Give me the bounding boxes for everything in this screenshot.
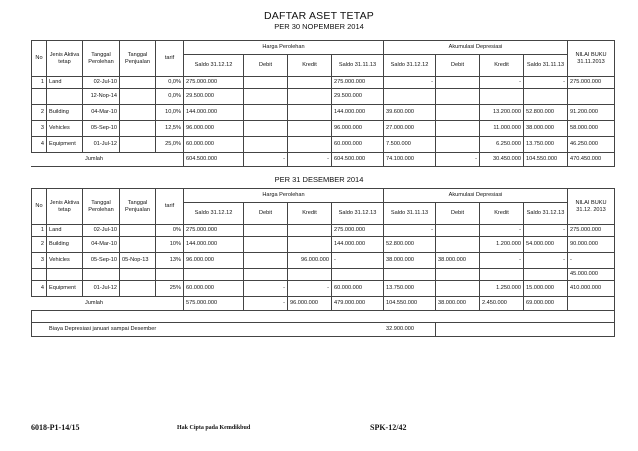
cell-jual [120, 225, 156, 237]
cell-ak-debit [436, 77, 480, 89]
cell-tgl: 01-Jul-12 [83, 137, 120, 153]
cell-kredit [288, 89, 332, 105]
cell-saldo-awal [184, 269, 244, 281]
cell-debit [244, 89, 288, 105]
cell-tgl: 02-Jul-10 [83, 77, 120, 89]
cell-ak-debit [436, 89, 480, 105]
asset-table-desember [31, 188, 615, 337]
total-label: Jumlah [83, 153, 120, 167]
cell-jual [120, 121, 156, 137]
cell-jenis [47, 89, 83, 105]
cell-ak-awal: 39.600.000 [384, 105, 436, 121]
cell-ak-kredit: 11.000.000 [480, 121, 524, 137]
total-saldo-awal: 604.500.000 [184, 153, 244, 167]
total-row-2 [32, 297, 615, 311]
cell-tarif: 25,0% [156, 137, 184, 153]
cell-tarif: 0,0% [156, 89, 184, 105]
cell-no [32, 269, 47, 281]
cell-saldo-awal: 275.000.000 [184, 225, 244, 237]
cell-saldo-akhir: 275.000.000 [332, 77, 384, 89]
total-ak-awal: 104.550.000 [384, 297, 436, 311]
header-tgl-penjualan: Tanggal Penjualan [120, 189, 156, 225]
cell-ak-debit [436, 281, 480, 297]
header-ak-saldo-awal: Saldo 31.11.13 [384, 203, 436, 225]
cell-tarif: 0% [156, 225, 184, 237]
cell-debit [244, 269, 288, 281]
cell-ak-awal [384, 89, 436, 105]
total-kredit: - [288, 153, 332, 167]
cell-kredit [288, 237, 332, 253]
footer-copyright: Hak Cipta pada Kemdikbud [177, 425, 251, 431]
cell-ak-kredit: - [480, 225, 524, 237]
cell-tgl: 05-Sep-10 [83, 121, 120, 137]
header-tgl-penjualan: Tanggal Penjualan [120, 41, 156, 77]
cell-kredit [288, 121, 332, 137]
table-row [32, 89, 615, 105]
cell-ak-awal: 13.750.000 [384, 281, 436, 297]
cell-tgl: 04-Mar-10 [83, 237, 120, 253]
cell-kredit [288, 105, 332, 121]
cell-debit [244, 105, 288, 121]
cell-jenis: Equipment [47, 281, 83, 297]
cell-debit [244, 237, 288, 253]
cell-nilai: 58.000.000 [568, 121, 615, 137]
cell-ak-awal [384, 269, 436, 281]
cell-ak-awal: - [384, 225, 436, 237]
total-ak-akhir: 104.550.000 [524, 153, 568, 167]
biaya-value: 32.900.000 [384, 323, 436, 337]
total-ak-kredit: 2.450.000 [480, 297, 524, 311]
cell-nilai: 46.250.000 [568, 137, 615, 153]
header-ak-kredit: Kredit [480, 203, 524, 225]
total-label: Jumlah [83, 297, 120, 311]
header-akumulasi: Akumulasi Depresiasi [384, 189, 568, 203]
header-saldo-akhir: Saldo 31.12.13 [332, 203, 384, 225]
cell-ak-awal: - [384, 77, 436, 89]
table-row [32, 281, 615, 297]
header-no: No [32, 189, 47, 225]
header-nilai-buku: NILAI BUKU 31.11.2013 [568, 41, 615, 77]
header-harga-perolehan: Harga Perolehan [184, 189, 384, 203]
cell-debit [244, 253, 288, 269]
cell-saldo-awal: 60.000.000 [184, 137, 244, 153]
header-debit: Debit [244, 203, 288, 225]
cell-tarif: 10,0% [156, 105, 184, 121]
header-no: No [32, 41, 47, 77]
cell-nilai: 45.000.000 [568, 269, 615, 281]
cell-tarif [156, 269, 184, 281]
cell-nilai: - [568, 253, 615, 269]
cell-tarif: 25% [156, 281, 184, 297]
cell-tgl: 04-Mar-10 [83, 105, 120, 121]
table-row [32, 269, 615, 281]
header-tarif: tarif [156, 41, 184, 77]
cell-ak-akhir [524, 269, 568, 281]
cell-kredit [288, 269, 332, 281]
cell-ak-debit [436, 269, 480, 281]
total-saldo-akhir: 479.000.000 [332, 297, 384, 311]
cell-tarif: 10% [156, 237, 184, 253]
cell-saldo-akhir [332, 269, 384, 281]
cell-no: 2 [32, 237, 47, 253]
cell-nilai: 90.000.000 [568, 237, 615, 253]
cell-tgl: 12-Nop-14 [83, 89, 120, 105]
table-row [32, 137, 615, 153]
total-ak-kredit: 30.450.000 [480, 153, 524, 167]
cell-ak-debit [436, 105, 480, 121]
header-saldo-akhir: Saldo 31.11.13 [332, 55, 384, 77]
total-debit: - [244, 153, 288, 167]
cell-debit [244, 121, 288, 137]
table-row [32, 225, 615, 237]
cell-tgl [83, 269, 120, 281]
header-tarif: tarif [156, 189, 184, 225]
cell-debit [244, 225, 288, 237]
header-akumulasi: Akumulasi Depresiasi [384, 41, 568, 55]
cell-ak-akhir: 52.800.000 [524, 105, 568, 121]
header-ak-debit: Debit [436, 203, 480, 225]
cell-jenis: Vehicles [47, 121, 83, 137]
cell-tarif: 0,0% [156, 77, 184, 89]
cell-jenis [47, 269, 83, 281]
cell-ak-akhir: 13.750.000 [524, 137, 568, 153]
cell-jenis: Building [47, 105, 83, 121]
biaya-label: Biaya Depresiasi januari sampai Desember [47, 323, 384, 337]
cell-saldo-akhir: - [332, 253, 384, 269]
cell-ak-kredit: 13.200.000 [480, 105, 524, 121]
footer-page: SPK-12/42 [370, 423, 407, 432]
cell-jual [120, 77, 156, 89]
total-ak-debit: - [436, 153, 480, 167]
document-title: DAFTAR ASET TETAP [264, 10, 374, 22]
cell-nilai: 91.200.000 [568, 105, 615, 121]
period-title-2: PER 31 DESEMBER 2014 [274, 175, 364, 184]
cell-ak-debit [436, 237, 480, 253]
cell-ak-awal: 38.000.000 [384, 253, 436, 269]
cell-saldo-awal: 96.000.000 [184, 121, 244, 137]
cell-saldo-awal: 144.000.000 [184, 237, 244, 253]
cell-debit: - [244, 281, 288, 297]
cell-ak-awal: 27.000.000 [384, 121, 436, 137]
header-ak-saldo-akhir: Saldo 31.12.13 [524, 203, 568, 225]
cell-no: 2 [32, 105, 47, 121]
cell-debit [244, 77, 288, 89]
cell-debit [244, 137, 288, 153]
cell-saldo-akhir: 144.000.000 [332, 105, 384, 121]
cell-saldo-akhir: 144.000.000 [332, 237, 384, 253]
table-body-2 [32, 225, 615, 297]
cell-tgl: 05-Sep-10 [83, 253, 120, 269]
cell-ak-kredit: 1.250.000 [480, 281, 524, 297]
cell-ak-akhir: 54.000.000 [524, 237, 568, 253]
cell-jual [120, 137, 156, 153]
cell-ak-kredit [480, 269, 524, 281]
cell-saldo-akhir: 60.000.000 [332, 281, 384, 297]
asset-table-november [31, 40, 615, 167]
header-ak-debit: Debit [436, 55, 480, 77]
cell-jual: 05-Nop-13 [120, 253, 156, 269]
header-ak-saldo-akhir: Saldo 31.11.13 [524, 55, 568, 77]
cell-saldo-awal: 96.000.000 [184, 253, 244, 269]
cell-nilai: 275.000.000 [568, 77, 615, 89]
cell-no: 3 [32, 121, 47, 137]
cell-nilai [568, 89, 615, 105]
cell-ak-akhir: - [524, 225, 568, 237]
cell-ak-debit: 38.000.000 [436, 253, 480, 269]
cell-kredit: - [288, 281, 332, 297]
header-nilai-buku: NILAI BUKU 31.12. 2013 [568, 189, 615, 225]
cell-saldo-awal: 29.500.000 [184, 89, 244, 105]
cell-saldo-awal: 60.000.000 [184, 281, 244, 297]
cell-nilai: 275.000.000 [568, 225, 615, 237]
header-kredit: Kredit [288, 203, 332, 225]
cell-ak-kredit: - [480, 77, 524, 89]
cell-kredit [288, 137, 332, 153]
cell-kredit [288, 225, 332, 237]
cell-jenis: Building [47, 237, 83, 253]
total-ak-akhir: 69.000.000 [524, 297, 568, 311]
cell-ak-kredit [480, 89, 524, 105]
cell-jual [120, 237, 156, 253]
cell-ak-debit [436, 121, 480, 137]
cell-saldo-akhir: 96.000.000 [332, 121, 384, 137]
cell-tarif: 12,5% [156, 121, 184, 137]
table-row [32, 77, 615, 89]
cell-jenis: Land [47, 225, 83, 237]
cell-ak-awal: 52.800.000 [384, 237, 436, 253]
cell-no: 1 [32, 225, 47, 237]
header-tgl-perolehan: Tanggal Perolehan [83, 41, 120, 77]
cell-no [32, 89, 47, 105]
cell-nilai: 410.000.000 [568, 281, 615, 297]
cell-jual [120, 269, 156, 281]
cell-no: 4 [32, 137, 47, 153]
cell-saldo-akhir: 60.000.000 [332, 137, 384, 153]
cell-jenis: Vehicles [47, 253, 83, 269]
cell-ak-akhir [524, 89, 568, 105]
header-harga-perolehan: Harga Perolehan [184, 41, 384, 55]
cell-saldo-akhir: 275.000.000 [332, 225, 384, 237]
cell-jual [120, 281, 156, 297]
cell-ak-awal: 7.500.000 [384, 137, 436, 153]
total-row-1 [32, 153, 615, 167]
total-kredit: 96.000.000 [288, 297, 332, 311]
footer-code: 6018-P1-14/15 [31, 423, 80, 432]
cell-ak-kredit: 6.250.000 [480, 137, 524, 153]
header-tgl-perolehan: Tanggal Perolehan [83, 189, 120, 225]
total-nilai: 470.450.000 [568, 153, 615, 167]
cell-kredit: 96.000.000 [288, 253, 332, 269]
header-ak-kredit: Kredit [480, 55, 524, 77]
table-row [32, 105, 615, 121]
cell-ak-akhir: 38.000.000 [524, 121, 568, 137]
cell-jual [120, 105, 156, 121]
cell-no: 4 [32, 281, 47, 297]
header-kredit: Kredit [288, 55, 332, 77]
total-saldo-awal: 575.000.000 [184, 297, 244, 311]
total-saldo-akhir: 604.500.000 [332, 153, 384, 167]
header-ak-saldo-awal: Saldo 31.12.12 [384, 55, 436, 77]
cell-saldo-awal: 144.000.000 [184, 105, 244, 121]
cell-ak-debit [436, 225, 480, 237]
cell-tarif: 13% [156, 253, 184, 269]
cell-jenis: Equipment [47, 137, 83, 153]
cell-kredit [288, 77, 332, 89]
table-row [32, 121, 615, 137]
cell-jenis: Land [47, 77, 83, 89]
total-ak-awal: 74.100.000 [384, 153, 436, 167]
period-title-1: PER 30 NOPEMBER 2014 [274, 22, 364, 31]
cell-jual [120, 89, 156, 105]
header-jenis: Jenis Aktiva tetap [47, 41, 83, 77]
header-saldo-awal: Saldo 31.12.12 [184, 203, 244, 225]
total-nilai [568, 297, 615, 311]
cell-no: 1 [32, 77, 47, 89]
cell-ak-debit [436, 137, 480, 153]
cell-ak-kredit: - [480, 253, 524, 269]
table-row [32, 237, 615, 253]
total-ak-debit: 38.000.000 [436, 297, 480, 311]
header-saldo-awal: Saldo 31.12.12 [184, 55, 244, 77]
table-body-1 [32, 77, 615, 153]
cell-ak-akhir: 15.000.000 [524, 281, 568, 297]
biaya-row [32, 323, 615, 337]
cell-no: 3 [32, 253, 47, 269]
header-jenis: Jenis Aktiva tetap [47, 189, 83, 225]
cell-ak-kredit: 1.200.000 [480, 237, 524, 253]
table-row [32, 253, 615, 269]
cell-saldo-awal: 275.000.000 [184, 77, 244, 89]
cell-tgl: 02-Jul-10 [83, 225, 120, 237]
header-debit: Debit [244, 55, 288, 77]
cell-ak-akhir: - [524, 253, 568, 269]
cell-ak-akhir: - [524, 77, 568, 89]
cell-tgl: 01-Jul-12 [83, 281, 120, 297]
total-debit: - [244, 297, 288, 311]
cell-saldo-akhir: 29.500.000 [332, 89, 384, 105]
